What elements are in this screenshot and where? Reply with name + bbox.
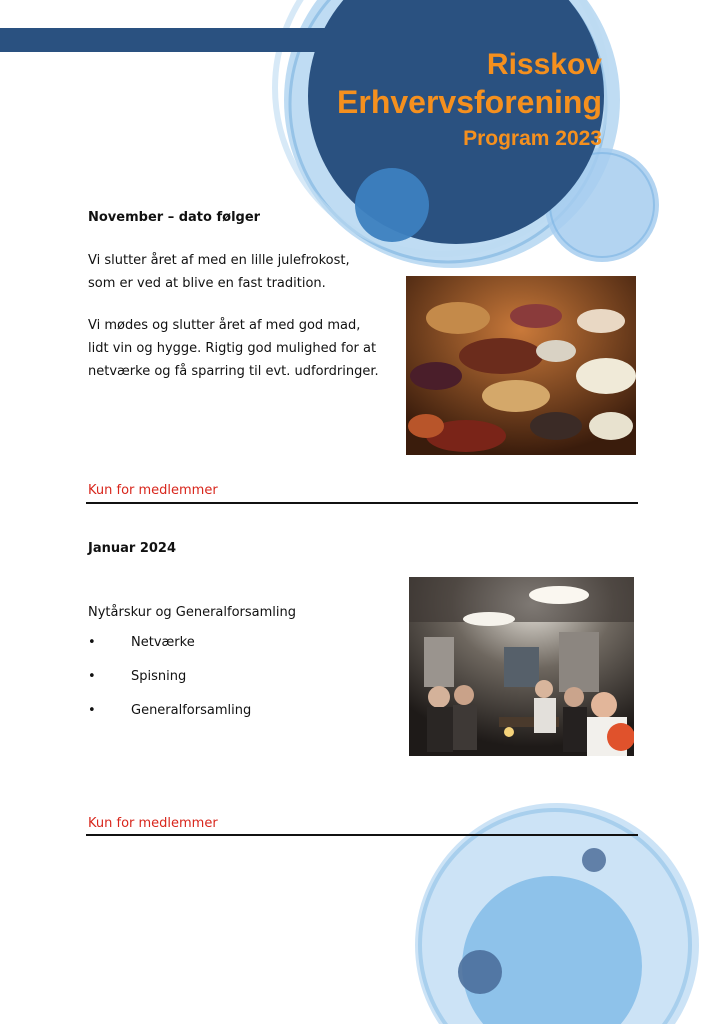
bottom-small-dark-circle: [458, 950, 502, 994]
dinner-gathering-photo: [409, 577, 634, 756]
top-small-blue-circle: [355, 168, 429, 242]
bottom-tiny-dark-circle: [582, 848, 606, 872]
event1-para2-line3: netværke og få sparring til evt. udfordringer.: [88, 364, 379, 379]
title-line-1: Risskov: [486, 48, 602, 81]
title-line-2: Erhvervsforening: [337, 84, 602, 120]
event2-members-only-link[interactable]: Kun for medlemmer: [88, 816, 218, 831]
event2-intro: Nytårskur og Generalforsamling: [88, 605, 297, 620]
bullet-marker: •: [88, 703, 96, 718]
event1-para2: [88, 314, 379, 383]
event1-para2-line1: Vi mødes og slutter året af med god mad,: [88, 318, 361, 333]
bullet-item: Generalforsamling: [131, 703, 252, 718]
event1-para1-line1: Vi slutter året af med en lille julefrokost,: [88, 253, 350, 268]
bullet-marker: •: [88, 669, 96, 684]
subtitle: Program 2023: [463, 127, 602, 150]
bullet-marker: •: [88, 635, 96, 650]
christmas-buffet-photo: [406, 276, 636, 455]
event1-para1: [88, 249, 350, 295]
event2-divider: [86, 834, 638, 836]
header-bar: [0, 28, 330, 52]
bullet-item: Netværke: [131, 635, 195, 650]
event2-heading: Januar 2024: [88, 541, 177, 556]
event1-divider: [86, 502, 638, 504]
event1-heading: November – dato følger: [88, 210, 261, 225]
event1-para1-line2: som er ved at blive en fast tradition.: [88, 276, 326, 291]
bullet-item: Spisning: [131, 669, 187, 684]
event1-members-only-link[interactable]: Kun for medlemmer: [88, 483, 218, 498]
event1-para2-line2: lidt vin og hygge. Rigtig god mulighed for at: [88, 341, 377, 356]
